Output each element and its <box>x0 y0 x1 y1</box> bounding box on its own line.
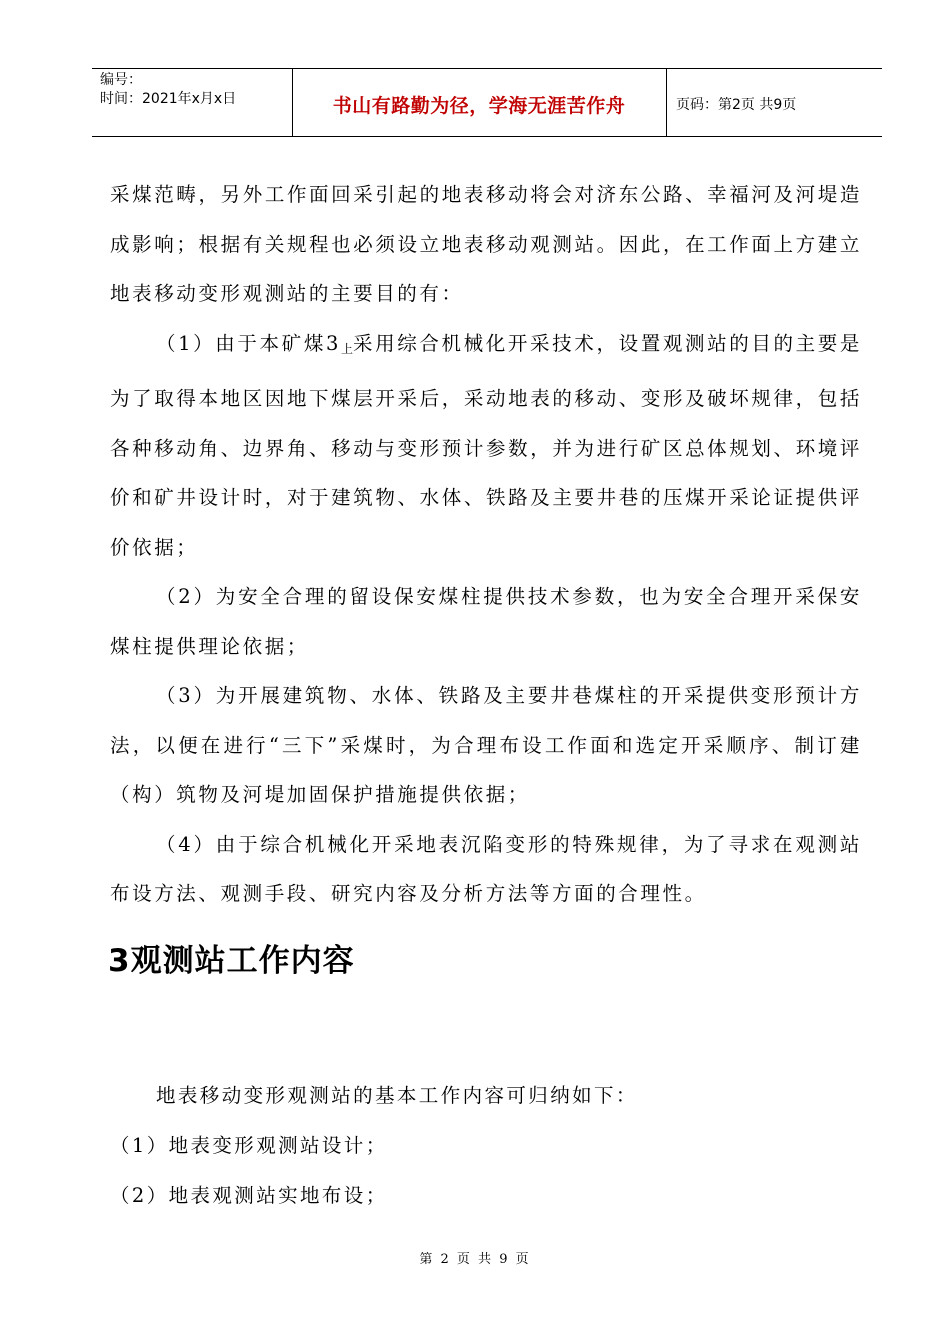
item-1-text-b: 采用综合机械化开采技术，设置观测站的目的主要是为了取得本地区因地下煤层开采后，采动地表的移动、变形及破坏规律，包括各种移动角、边界角、移动与变形预计参数，并为进行矿区总体规划、环境评价和矿井设计时，对于建筑物、水体、铁路及主要井巷的压煤开采论证提供评价依据； <box>110 331 862 559</box>
list-item: （2）地表观测站实地布设； <box>110 1184 388 1207</box>
page-header <box>92 68 882 137</box>
section-intro: 地表移动变形观测站的基本工作内容可归纳如下： <box>156 1084 638 1107</box>
item-1-subscript: 上 <box>340 341 354 356</box>
item-1-text-a: （1）由于本矿煤3 <box>156 331 341 355</box>
paragraph-item-2: （2）为安全合理的留设保安煤柱提供技术参数，也为安全合理开采保安煤柱提供理论依据； <box>110 585 862 658</box>
header-meta <box>100 71 236 109</box>
header-page-info: 页码：第2页 共9页 <box>676 97 797 113</box>
header-time-label: 时间：2021年x月x日 <box>100 91 237 107</box>
header-code-label: 编号： <box>100 72 142 88</box>
paragraph-item-3: （3）为开展建筑物、水体、铁路及主要井巷煤柱的开采提供变形预计方法，以便在进行“三下”采煤时，为合理布设工作面和选定开采顺序、制订建（构）筑物及河堤加固保护措施提供依据； <box>110 684 862 806</box>
header-motto: 书山有路勤为径，学海无涯苦作舟 <box>332 95 626 117</box>
section-body <box>110 1071 862 1221</box>
page-footer: 第 2 页 共 9 页 <box>419 1252 531 1267</box>
paragraph-continuation: 采煤范畴，另外工作面回采引起的地表移动将会对济东公路、幸福河及河堤造成影响；根据有关规程也必须设立地表移动观测站。因此，在工作面上方建立地表移动变形观测站的主要目的有： <box>110 183 862 305</box>
section-heading: 3观测站工作内容 <box>108 943 355 979</box>
header-divider-right <box>666 69 667 136</box>
body-text <box>110 170 862 919</box>
paragraph-item-4: （4）由于综合机械化开采地表沉陷变形的特殊规律，为了寻求在观测站布设方法、观测手段、研究内容及分析方法等方面的合理性。 <box>110 832 862 905</box>
paragraph-item-1 <box>110 319 862 573</box>
list-item: （1）地表变形观测站设计； <box>110 1134 388 1157</box>
